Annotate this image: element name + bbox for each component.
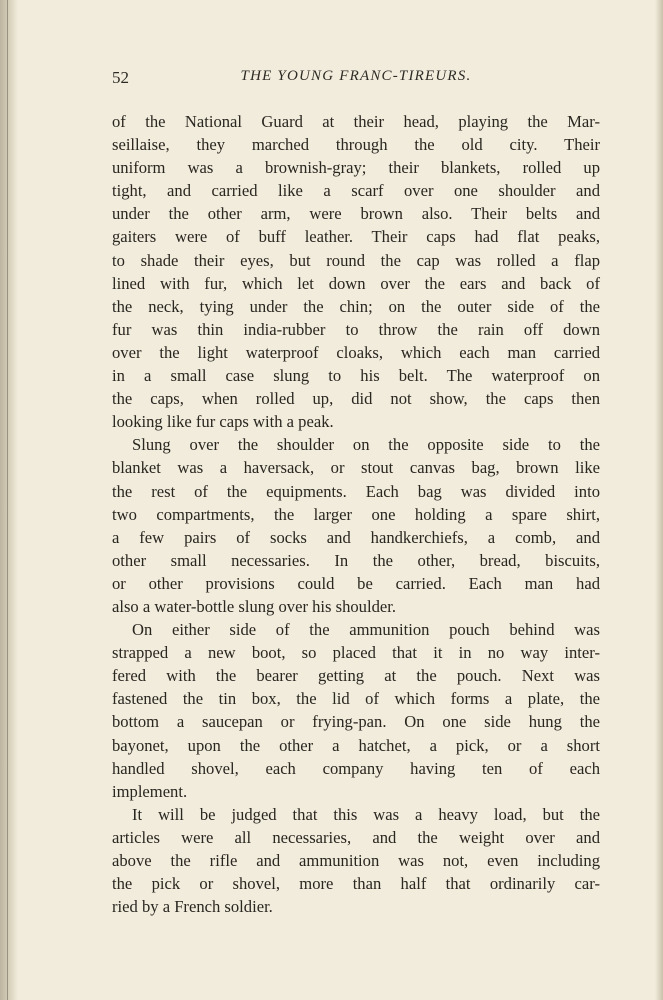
paragraph bbox=[112, 618, 600, 803]
text-line: to shade their eyes, but round the cap was rolled a flap bbox=[112, 250, 600, 270]
text-line: On either side of the ammunition pouch behind was bbox=[132, 620, 600, 640]
binding-gutter-shadow bbox=[0, 0, 18, 1000]
text-line: uniform was a brownish-gray; their blankets, rolled up bbox=[112, 158, 600, 178]
text-line: a few pairs of socks and handkerchiefs, a comb, and bbox=[112, 527, 600, 547]
text-line: lined with fur, which let down over the ears and back of bbox=[112, 273, 600, 293]
paragraph bbox=[112, 803, 600, 918]
text-line: handled shovel, each company having ten of each bbox=[112, 758, 600, 778]
text-line: also a water-bottle slung over his shoulder. bbox=[112, 596, 397, 616]
page-number: 52 bbox=[112, 68, 129, 87]
text-line: of the National Guard at their head, playing the Mar- bbox=[112, 112, 600, 131]
paragraph bbox=[112, 433, 600, 618]
text-line: gaiters were of buff leather. Their caps had flat peaks, bbox=[112, 227, 600, 247]
text-line: other small necessaries. In the other, bread, biscuits, bbox=[112, 550, 600, 570]
text-line: bottom a saucepan or frying-pan. On one side hung the bbox=[112, 712, 600, 732]
text-line: or other provisions could be carried. Each man had bbox=[112, 573, 600, 593]
text-line: two compartments, the larger one holding a spare shirt, bbox=[112, 504, 600, 524]
text-line: bayonet, upon the other a hatchet, a pick, or a short bbox=[112, 735, 600, 755]
text-line: under the other arm, were brown also. Their belts and bbox=[112, 204, 600, 224]
text-line: tight, and carried like a scarf over one shoulder and bbox=[112, 181, 600, 201]
text-line: implement. bbox=[112, 781, 188, 801]
text-line: It will be judged that this was a heavy load, but the bbox=[132, 804, 600, 824]
text-line: seillaise, they marched through the old city. Their bbox=[112, 135, 600, 155]
text-line: blanket was a haversack, or stout canvas bag, brown like bbox=[112, 458, 600, 478]
binding-edge-line bbox=[7, 0, 8, 1000]
text-line: the rest of the equipments. Each bag was divided into bbox=[112, 481, 600, 501]
page-right-edge bbox=[655, 0, 663, 1000]
text-line: Slung over the shoulder on the opposite side to the bbox=[132, 435, 600, 455]
text-line: in a small case slung to his belt. The waterproof on bbox=[112, 366, 600, 386]
text-line: the neck, tying under the chin; on the outer side of the bbox=[112, 296, 600, 316]
text-line: above the rifle and ammunition was not, even including bbox=[112, 851, 600, 870]
text-line: articles were all necessaries, and the weight over and bbox=[112, 827, 600, 847]
text-line: the pick or shovel, more than half that ordinarily car- bbox=[112, 874, 600, 894]
body-text bbox=[112, 110, 600, 918]
text-line: fered with the bearer getting at the pouch. Next was bbox=[112, 666, 600, 686]
text-line: fur was thin india-rubber to throw the rain off down bbox=[112, 319, 600, 339]
text-line: the caps, when rolled up, did not show, the caps then bbox=[112, 389, 600, 409]
text-line: strapped a new boot, so placed that it in no way inter- bbox=[112, 643, 600, 663]
page-header bbox=[112, 68, 600, 92]
text-line: fastened the tin box, the lid of which forms a plate, the bbox=[112, 689, 600, 709]
running-head: THE YOUNG FRANC-TIREURS. bbox=[240, 68, 472, 84]
text-line: over the light waterproof cloaks, which each man carried bbox=[112, 342, 600, 362]
text-line: ried by a French soldier. bbox=[112, 897, 273, 917]
text-line: looking like fur caps with a peak. bbox=[112, 412, 334, 432]
paragraph bbox=[112, 110, 600, 433]
